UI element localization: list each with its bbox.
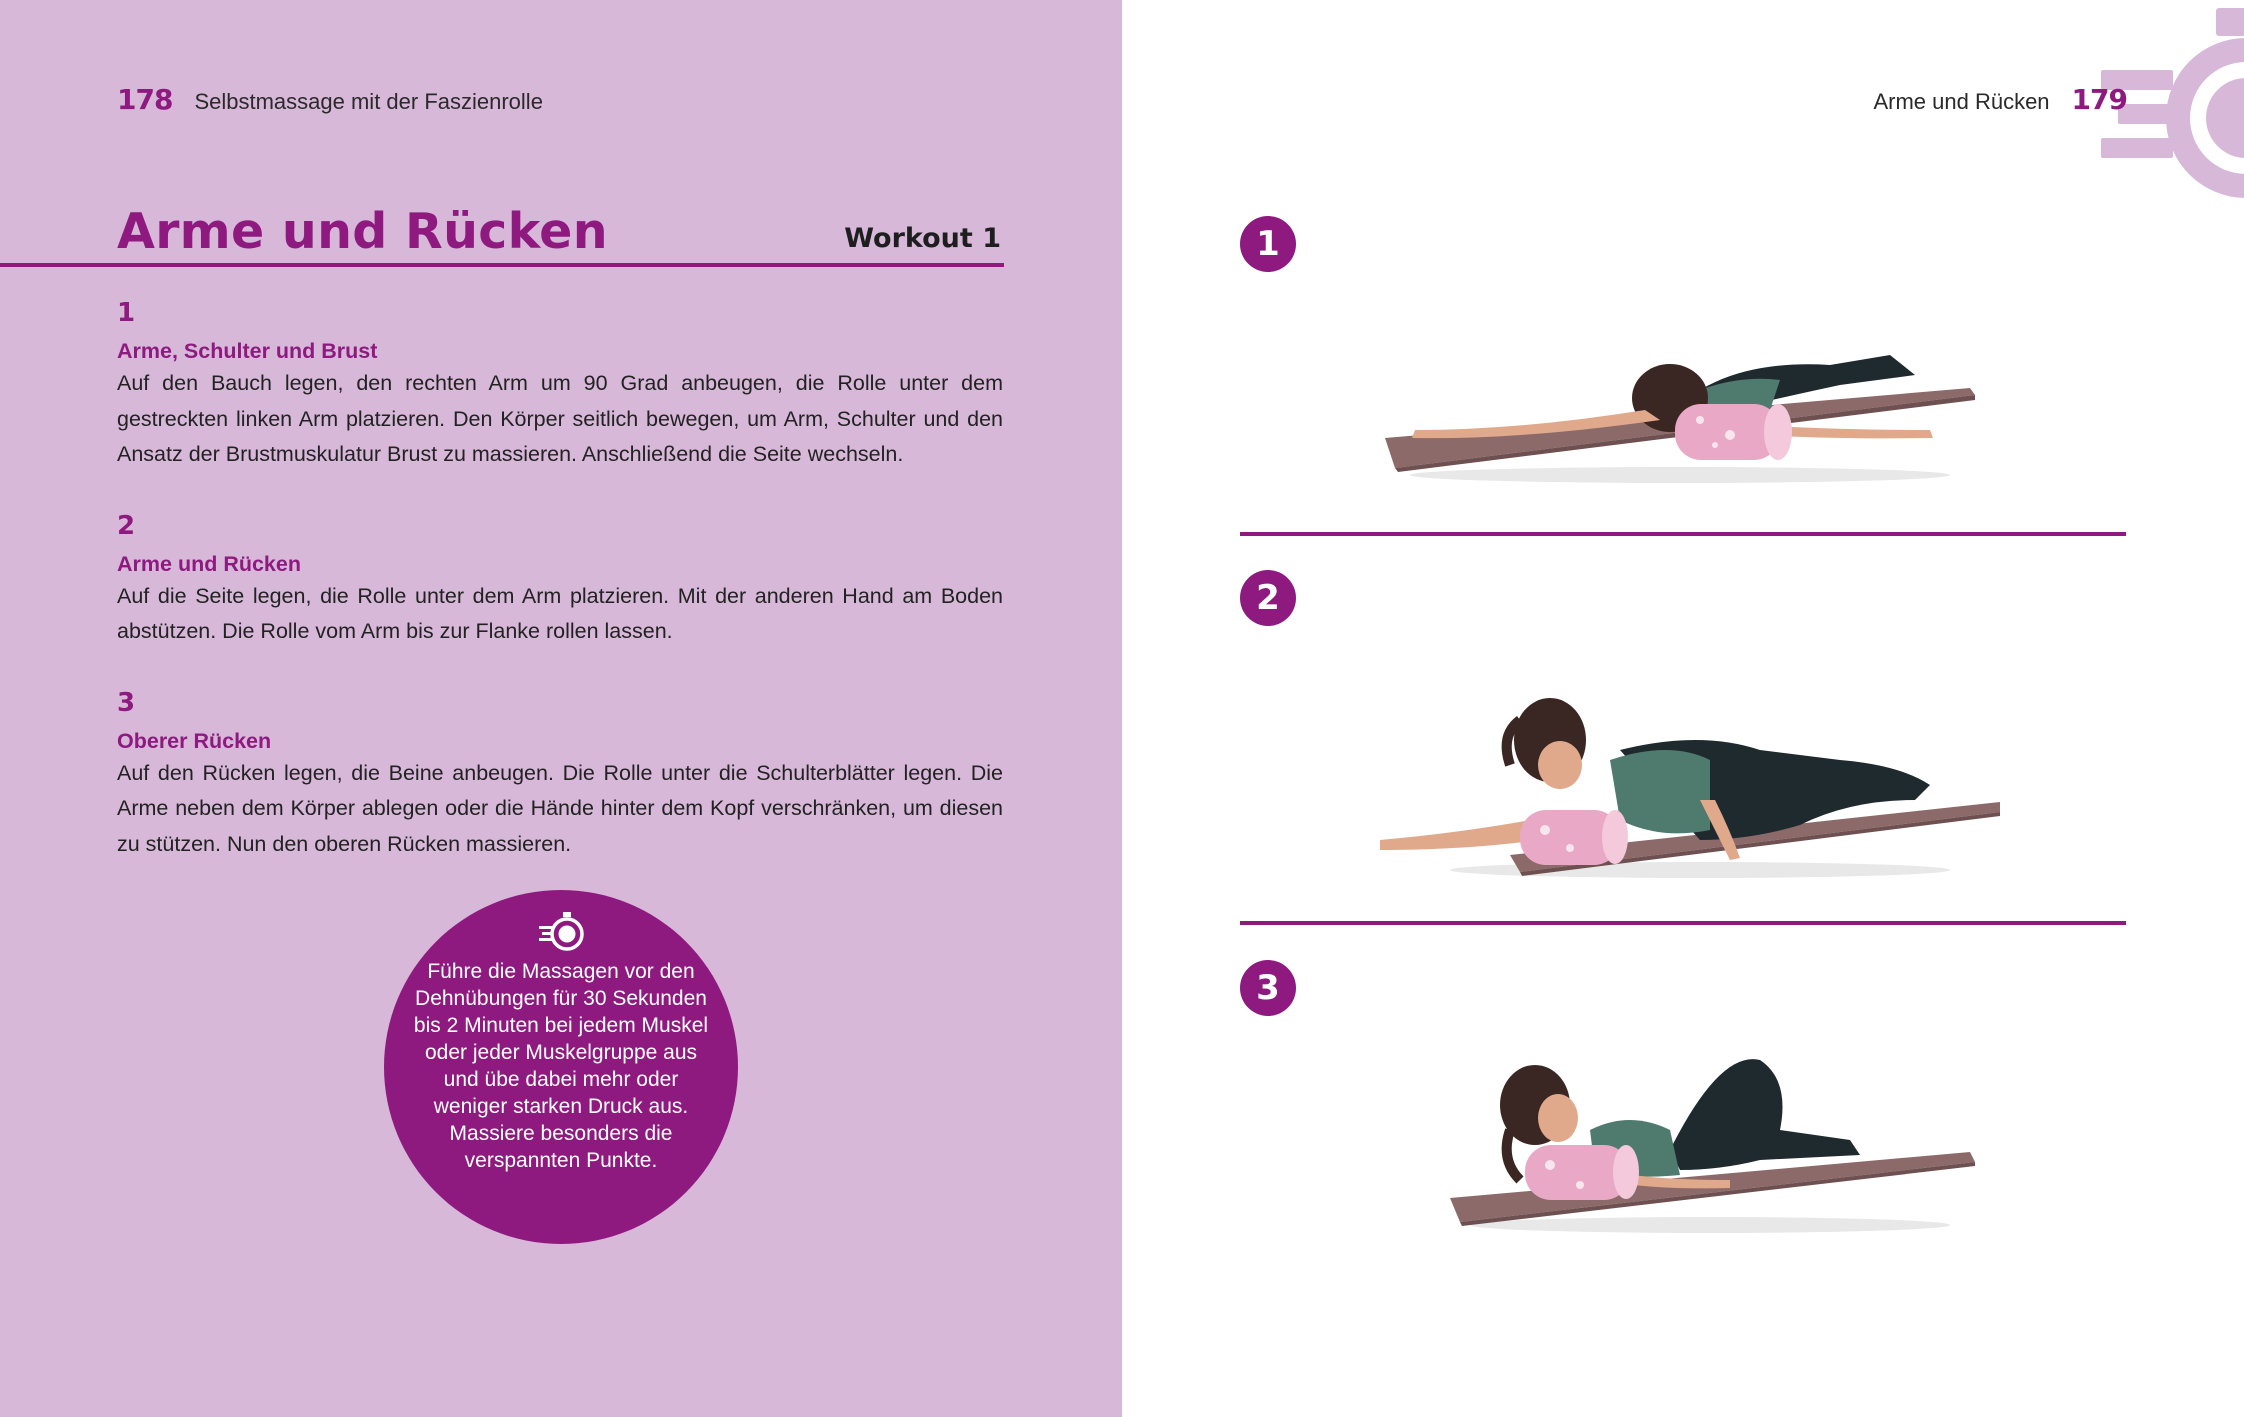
running-head-left: Selbstmassage mit der Faszienrolle [194, 89, 543, 114]
exercise-divider [1240, 921, 2126, 925]
section-title: Arme und Rücken [117, 203, 608, 260]
stopwatch-icon [537, 910, 585, 954]
step-subtitle: Arme und Rücken [117, 551, 301, 576]
exercise-badge-2: 2 [1240, 570, 1296, 626]
title-rule [0, 263, 1004, 267]
exercise-badge-3: 3 [1240, 960, 1296, 1016]
step-number: 3 [117, 687, 136, 718]
tip-circle [384, 890, 738, 1244]
step-list [117, 296, 1003, 898]
step-text: Auf den Rücken legen, die Beine anbeugen. Die Rolle unter die Schulterblätter legen. Die Arme neben dem Körper ablegen oder die Hände hinter dem Kopf verschränken, um diesen zu stützen. Nun den oberen Rücken massieren. [117, 760, 1003, 856]
exercise-photo-1 [1370, 320, 1990, 490]
step-1 [117, 296, 1003, 473]
step-text: Auf den Bauch legen, den rechten Arm um 90 Grad anbeugen, die Rolle unter dem gestreckten linken Arm platzieren. Den Körper seitlich bewegen, um Arm, Schulter und den Ansatz der Brustmuskulatur Brust zu massieren. Anschließend die Seite wechseln. [117, 371, 1003, 466]
step-2 [117, 509, 1003, 650]
step-subtitle: Oberer Rücken [117, 728, 272, 753]
exercise-photo-3 [1430, 1030, 1990, 1250]
step-text: Auf die Seite legen, die Rolle unter dem Arm platzieren. Mit der anderen Hand am Boden abstützen. Die Rolle vom Arm bis zur Flanke rollen lassen. [117, 583, 1003, 643]
page-number-right: 179 [2071, 83, 2127, 116]
exercise-divider [1240, 532, 2126, 536]
step-number: 1 [117, 298, 136, 328]
right-page-header [1873, 83, 2127, 116]
exercise-photo-2 [1370, 690, 2010, 890]
workout-label-wrap [0, 223, 1001, 254]
tip-text: Führe die Massagen vor den Dehnübungen für 30 Sekunden bis 2 Minuten bei jedem Muskel oder jeder Muskelgruppe aus und übe dabei mehr oder weniger starken Druck aus. Massiere besonders die verspannten Punkte. [413, 960, 709, 1172]
left-page-header [117, 83, 543, 116]
exercise-badge-1: 1 [1240, 216, 1296, 272]
step-subtitle: Arme, Schulter und Brust [117, 339, 378, 363]
running-head-right: Arme und Rücken [1873, 89, 2050, 114]
step-number: 2 [117, 510, 136, 541]
page-number-left: 178 [117, 83, 173, 116]
workout-label: Workout 1 [844, 223, 1001, 254]
step-3 [117, 686, 1003, 863]
